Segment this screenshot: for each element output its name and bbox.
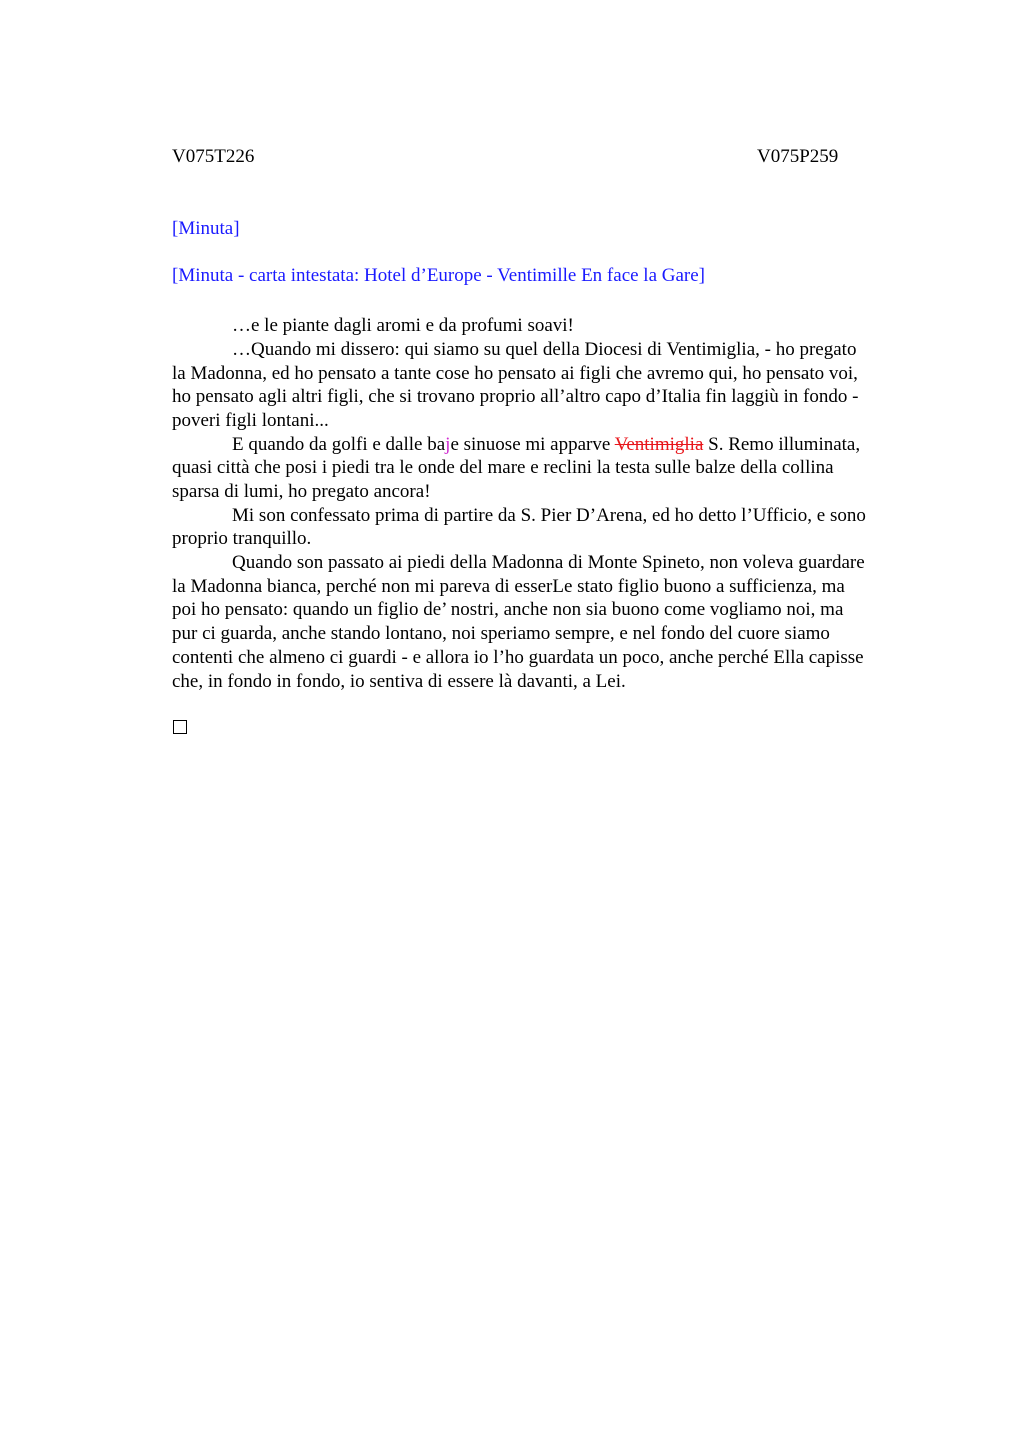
text-line: ho pensato agli altri figli, che si trovano proprio all’altro capo d’Italia fin laggiù in fondo - — [172, 386, 859, 407]
deleted-word: Ventimiglia — [614, 434, 704, 455]
document-code-right: V075P259 — [757, 146, 839, 167]
document-code-left: V075T226 — [172, 146, 255, 167]
editorial-note-minuta: [Minuta] — [172, 218, 240, 239]
text-line: Quando son passato ai piedi della Madonna di Monte Spineto, non voleva guardare — [232, 552, 865, 573]
text-line — [232, 433, 860, 457]
text-line: …e le piante dagli aromi e da profumi soavi! — [232, 315, 574, 336]
text-line: la Madonna, ed ho pensato a tante cose ho pensato ai figli che avremo qui, ho pensato voi, — [172, 363, 858, 384]
text-segment: S. Remo illuminata, — [703, 434, 861, 455]
text-segment: E quando da golfi e dalle ba — [232, 434, 446, 455]
text-line: contenti che almeno ci guardi - e allora io l’ho guardata un poco, anche perché Ella capisse — [172, 647, 864, 668]
text-line: quasi città che posi i piedi tra le onde del mare e reclini la testa sulle balze della collina — [172, 457, 834, 478]
text-line: proprio tranquillo. — [172, 528, 312, 549]
editorial-note-letterhead: [Minuta - carta intestata: Hotel d’Europe - Ventimille En face la Gare] — [172, 265, 706, 286]
inserted-letter: j — [445, 434, 451, 455]
text-line: sparsa di lumi, ho pregato ancora! — [172, 481, 431, 502]
text-line: pur ci guarda, anche stando lontano, noi speriamo sempre, e nel fondo del cuore siamo — [172, 623, 830, 644]
text-segment: e sinuose mi apparve — [450, 434, 615, 455]
text-line: poveri figli lontani... — [172, 410, 329, 431]
text-line: Mi son confessato prima di partire da S. Pier D’Arena, ed ho detto l’Ufficio, e sono — [232, 505, 866, 526]
text-line: che, in fondo in fondo, io sentiva di essere là davanti, a Lei. — [172, 671, 626, 692]
text-line: …Quando mi dissero: qui siamo su quel della Diocesi di Ventimiglia, - ho pregato — [232, 339, 857, 360]
empty-box-symbol — [173, 720, 187, 734]
text-line: poi ho pensato: quando un figlio de’ nostri, anche non sia buono come vogliamo noi, ma — [172, 599, 844, 620]
text-line: la Madonna bianca, perché non mi pareva di esserLe stato figlio buono a sufficienza, ma — [172, 576, 845, 597]
